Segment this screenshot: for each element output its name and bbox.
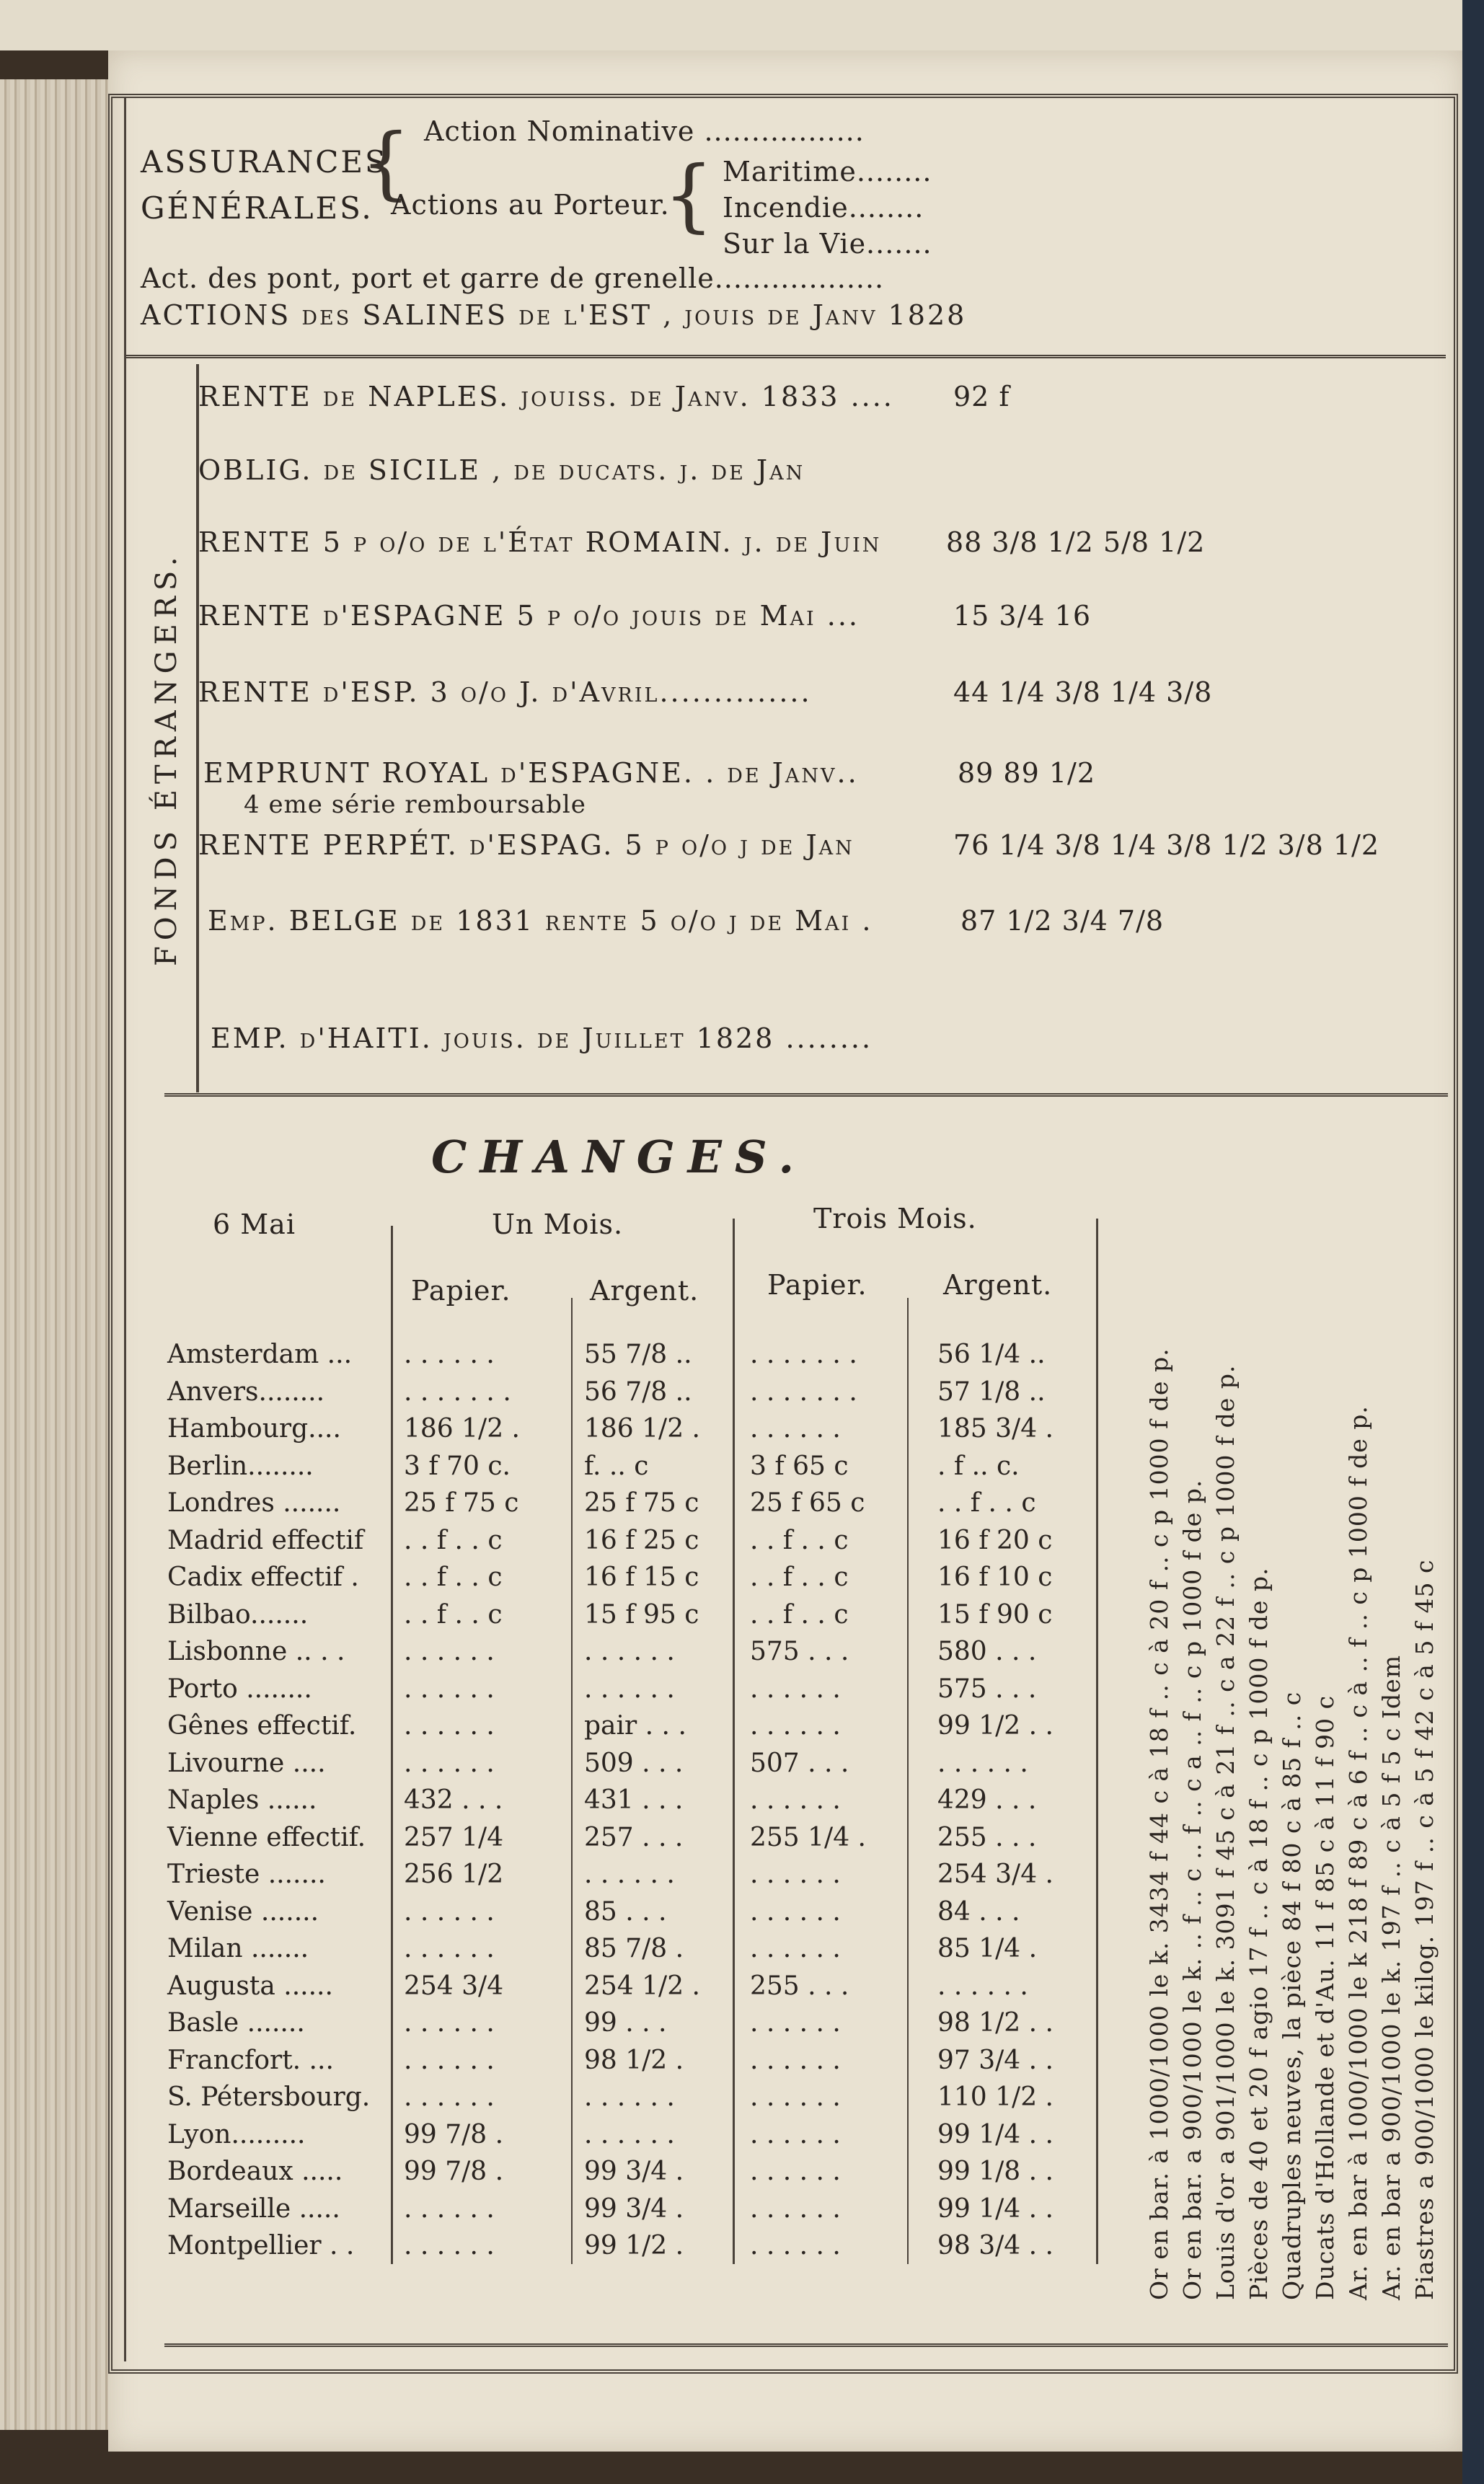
change-city: Francfort. ... bbox=[167, 2045, 334, 2075]
change-papier-un-mois: . . . . . . bbox=[404, 2082, 495, 2112]
change-papier-un-mois: 99 7/8 . bbox=[404, 2119, 504, 2149]
change-city: Berlin........ bbox=[167, 1451, 314, 1481]
change-argent-trois-mois: 110 1/2 . bbox=[937, 2082, 1054, 2112]
papier-heading-1: Papier. bbox=[411, 1275, 511, 1307]
change-papier-trois-mois: 507 . . . bbox=[750, 1748, 849, 1778]
fonds-row-value: 92 f bbox=[953, 381, 1010, 412]
fonds-row-label: RENTE d'ESPAGNE 5 p o/o jouis de Mai ... bbox=[198, 600, 860, 632]
col-rule bbox=[391, 1226, 393, 2264]
change-papier-trois-mois: . . . . . . bbox=[750, 1934, 841, 1963]
sur-la-vie: Sur la Vie....... bbox=[723, 228, 932, 260]
change-papier-trois-mois: . . f . . c bbox=[750, 1525, 849, 1555]
change-city: Naples ...... bbox=[167, 1785, 317, 1815]
fonds-row-label: RENTE 5 p o/o de l'État ROMAIN. j. de Juin bbox=[198, 526, 882, 558]
metal-quote: Piastres a 900/1000 le kilog. 197 f .. c à 5 f 42 c à 5 f 45 c bbox=[1410, 1559, 1439, 2300]
fonds-row-label: RENTE PERPÉT. d'ESPAG. 5 p o/o j de Jan bbox=[198, 829, 854, 861]
change-papier-trois-mois: . . f . . c bbox=[750, 1599, 849, 1630]
change-argent-un-mois: 56 7/8 .. bbox=[584, 1376, 692, 1407]
change-papier-trois-mois: . . . . . . bbox=[750, 1785, 841, 1815]
change-papier-trois-mois: 3 f 65 c bbox=[750, 1451, 849, 1481]
change-papier-un-mois: . . f . . c bbox=[404, 1525, 503, 1555]
change-papier-un-mois: . . . . . . bbox=[404, 1340, 495, 1369]
change-papier-un-mois: 256 1/2 bbox=[404, 1860, 504, 1889]
fonds-row-label: Emp. BELGE de 1831 rente 5 o/o j de Mai . bbox=[208, 905, 873, 937]
change-city: Lyon......... bbox=[167, 2119, 306, 2149]
col-rule bbox=[1096, 1219, 1098, 2264]
fonds-row-label: RENTE d'ESP. 3 o/o J. d'Avril.............. bbox=[198, 676, 812, 708]
change-city: Madrid effectif bbox=[167, 1525, 364, 1555]
change-papier-un-mois: . . . . . . bbox=[404, 1637, 495, 1666]
fonds-row-note: 4 eme série remboursable bbox=[244, 790, 586, 819]
divider-1 bbox=[126, 355, 1446, 358]
change-argent-un-mois: f. .. c bbox=[584, 1451, 649, 1481]
changes-title: CHANGES. bbox=[431, 1131, 808, 1183]
change-papier-trois-mois: . . . . . . bbox=[750, 1896, 841, 1927]
fonds-row-label: EMPRUNT ROYAL d'ESPAGNE. . de Janv.. bbox=[203, 757, 859, 789]
change-papier-un-mois: . . . . . . bbox=[404, 2231, 495, 2260]
change-papier-un-mois: . . f . . c bbox=[404, 1599, 503, 1630]
change-papier-trois-mois: . . . . . . bbox=[750, 2193, 841, 2224]
change-papier-trois-mois: . . . . . . bbox=[750, 1860, 841, 1889]
change-papier-trois-mois: . . . . . . bbox=[750, 2157, 841, 2186]
change-papier-trois-mois: . . . . . . bbox=[750, 2045, 841, 2075]
un-mois-heading: Un Mois. bbox=[492, 1208, 624, 1240]
change-city: Anvers........ bbox=[167, 1376, 325, 1407]
change-argent-trois-mois: . . f . . c bbox=[937, 1488, 1036, 1518]
change-papier-un-mois: . . f . . c bbox=[404, 1563, 503, 1592]
col-rule bbox=[733, 1219, 735, 2264]
metal-quote: Or en bar. a 900/1000 le k. .. f .. c .. f .. c a .. f .. c p 1000 f de p. bbox=[1178, 1479, 1206, 2300]
change-papier-un-mois: 3 f 70 c. bbox=[404, 1451, 511, 1481]
fonds-row-value: 88 3/8 1/2 5/8 1/2 bbox=[946, 526, 1206, 558]
change-papier-trois-mois: . . . . . . bbox=[750, 2082, 841, 2112]
change-argent-trois-mois: 575 . . . bbox=[937, 1674, 1037, 1704]
change-argent-trois-mois: 97 3/4 . . bbox=[937, 2045, 1054, 2075]
fonds-row-label: OBLIG. de SICILE , de ducats. j. de Jan bbox=[198, 454, 805, 486]
change-papier-trois-mois: . . f . . c bbox=[750, 1563, 849, 1592]
change-argent-trois-mois: 57 1/8 .. bbox=[937, 1376, 1046, 1407]
change-papier-un-mois: 25 f 75 c bbox=[404, 1488, 519, 1518]
change-argent-un-mois: 99 3/4 . bbox=[584, 2157, 684, 2186]
change-argent-trois-mois: 98 1/2 . . bbox=[937, 2008, 1054, 2038]
change-papier-trois-mois: 255 . . . bbox=[750, 1971, 849, 2001]
metal-quote: Ducats d'Hollande et d'Au. 11 f 85 c à 11 f 90 c bbox=[1311, 1694, 1339, 2300]
fonds-row-value: 44 1/4 3/8 1/4 3/8 bbox=[953, 676, 1213, 708]
change-argent-trois-mois: . f .. c. bbox=[937, 1451, 1020, 1481]
change-argent-trois-mois: 16 f 10 c bbox=[937, 1563, 1053, 1592]
change-argent-trois-mois: 15 f 90 c bbox=[937, 1599, 1053, 1630]
change-city: Lisbonne .. . . bbox=[167, 1637, 345, 1666]
change-city: Marseille ..... bbox=[167, 2193, 340, 2224]
fonds-row-value: 76 1/4 3/8 1/4 3/8 1/2 3/8 1/2 bbox=[953, 829, 1380, 861]
change-city: Londres ....... bbox=[167, 1488, 341, 1518]
change-papier-un-mois: . . . . . . bbox=[404, 2008, 495, 2038]
change-argent-trois-mois: 255 . . . bbox=[937, 1822, 1037, 1852]
salines-actions: ACTIONS des SALINES de l'EST , jouis de Janv 1828 bbox=[141, 299, 967, 331]
change-argent-trois-mois: 98 3/4 . . bbox=[937, 2231, 1054, 2260]
change-city: Gênes effectif. bbox=[167, 1711, 357, 1741]
change-argent-un-mois: 16 f 25 c bbox=[584, 1525, 699, 1555]
brace-1: { bbox=[361, 116, 411, 208]
change-papier-un-mois: . . . . . . bbox=[404, 1896, 495, 1927]
change-city: Vienne effectif. bbox=[167, 1822, 366, 1852]
divider-2 bbox=[164, 1093, 1448, 1097]
change-city: Basle ....... bbox=[167, 2008, 305, 2038]
change-argent-un-mois: . . . . . . bbox=[584, 2119, 675, 2149]
metal-quote: Ar. en bar à 1000/1000 le k 218 f 89 c à 6 f .. c à .. f .. c p 1000 f de p. bbox=[1344, 1405, 1372, 2300]
change-argent-trois-mois: 580 . . . bbox=[937, 1637, 1037, 1666]
change-argent-trois-mois: 99 1/4 . . bbox=[937, 2119, 1054, 2149]
change-argent-trois-mois: 56 1/4 .. bbox=[937, 1340, 1046, 1369]
assurances-label-1: ASSURANCES bbox=[141, 144, 388, 180]
papier-heading-3: Papier. bbox=[767, 1269, 867, 1301]
change-papier-un-mois: 432 . . . bbox=[404, 1785, 503, 1815]
change-argent-trois-mois: 185 3/4 . bbox=[937, 1414, 1054, 1444]
change-papier-un-mois: 99 7/8 . bbox=[404, 2157, 504, 2186]
change-papier-trois-mois: . . . . . . bbox=[750, 1674, 841, 1704]
metal-quote: Or en bar. à 1000/1000 le k. 3434 f 44 c à 18 f .. c à 20 f .. c p 1000 f de p. bbox=[1145, 1348, 1173, 2300]
page-inner-border bbox=[124, 97, 126, 2361]
change-city: Trieste ....... bbox=[167, 1860, 326, 1889]
maritime: Maritime........ bbox=[723, 156, 932, 187]
metal-quote: Louis d'or a 901/1000 le k. 3091 f 45 c à 21 f .. c a 22 f .. c p 1000 f de p. bbox=[1211, 1364, 1240, 2300]
change-city: Amsterdam ... bbox=[167, 1340, 353, 1369]
change-papier-un-mois: . . . . . . . bbox=[404, 1376, 511, 1407]
col-rule bbox=[571, 1298, 573, 2264]
change-papier-un-mois: 257 1/4 bbox=[404, 1822, 504, 1852]
change-argent-un-mois: . . . . . . bbox=[584, 1860, 675, 1889]
metal-quote: Pièces de 40 et 20 f agio 17 f .. c à 18 f .. c p 1000 f de p. bbox=[1245, 1567, 1273, 2300]
change-argent-trois-mois: 85 1/4 . bbox=[937, 1934, 1038, 1963]
argent-heading-3: Argent. bbox=[943, 1269, 1053, 1301]
actions-porteur: Actions au Porteur. bbox=[391, 189, 670, 221]
change-argent-un-mois: 254 1/2 . bbox=[584, 1971, 700, 2001]
change-argent-un-mois: 85 7/8 . bbox=[584, 1934, 684, 1963]
change-argent-un-mois: 16 f 15 c bbox=[584, 1563, 699, 1592]
change-papier-trois-mois: . . . . . . . bbox=[750, 1376, 857, 1407]
change-papier-trois-mois: . . . . . . bbox=[750, 2231, 841, 2260]
change-papier-trois-mois: . . . . . . . bbox=[750, 1340, 857, 1369]
change-argent-trois-mois: 254 3/4 . bbox=[937, 1860, 1054, 1889]
change-argent-un-mois: 431 . . . bbox=[584, 1785, 684, 1815]
change-argent-un-mois: 99 . . . bbox=[584, 2008, 667, 2038]
metal-quote: Ar. en bar a 900/1000 le k. 197 f .. c à 5 f 5 c Idem bbox=[1377, 1655, 1405, 2300]
change-city: Cadix effectif . bbox=[167, 1563, 359, 1592]
change-argent-trois-mois: 429 . . . bbox=[937, 1785, 1037, 1815]
change-city: Bordeaux ..... bbox=[167, 2157, 343, 2186]
change-city: Milan ....... bbox=[167, 1934, 309, 1963]
change-argent-trois-mois: 99 1/2 . . bbox=[937, 1711, 1054, 1741]
fonds-row-label: EMP. d'HAITI. jouis. de Juillet 1828 ........ bbox=[211, 1022, 873, 1054]
change-argent-trois-mois: . . . . . . bbox=[937, 1748, 1028, 1778]
fonds-row-label: RENTE de NAPLES. jouiss. de Janv. 1833 .... bbox=[198, 381, 894, 412]
trois-mois-heading: Trois Mois. bbox=[813, 1203, 977, 1234]
change-argent-un-mois: . . . . . . bbox=[584, 1637, 675, 1666]
change-argent-un-mois: 25 f 75 c bbox=[584, 1488, 699, 1518]
change-papier-trois-mois: . . . . . . bbox=[750, 2008, 841, 2038]
ponts-actions: Act. des pont, port et garre de grenelle.................. bbox=[141, 262, 885, 294]
change-argent-un-mois: pair . . . bbox=[584, 1711, 686, 1741]
change-papier-trois-mois: 575 . . . bbox=[750, 1637, 849, 1666]
change-papier-un-mois: . . . . . . bbox=[404, 1711, 495, 1741]
change-city: S. Pétersbourg. bbox=[167, 2082, 371, 2112]
change-papier-trois-mois: 25 f 65 c bbox=[750, 1488, 865, 1518]
right-cover-edge bbox=[1462, 0, 1484, 2484]
change-argent-un-mois: . . . . . . bbox=[584, 2082, 675, 2112]
fonds-row-value: 87 1/2 3/4 7/8 bbox=[960, 905, 1165, 937]
change-city: Livourne .... bbox=[167, 1748, 326, 1778]
change-argent-un-mois: 98 1/2 . bbox=[584, 2045, 684, 2075]
change-argent-un-mois: 509 . . . bbox=[584, 1748, 684, 1778]
change-argent-un-mois: 15 f 95 c bbox=[584, 1599, 699, 1630]
change-city: Porto ........ bbox=[167, 1674, 312, 1704]
change-argent-un-mois: 99 3/4 . bbox=[584, 2193, 684, 2224]
change-city: Bilbao....... bbox=[167, 1599, 309, 1630]
change-papier-un-mois: 254 3/4 bbox=[404, 1971, 504, 2001]
change-papier-trois-mois: . . . . . . bbox=[750, 1711, 841, 1741]
change-papier-un-mois: 186 1/2 . bbox=[404, 1414, 520, 1444]
brace-2: { bbox=[663, 149, 714, 241]
change-city: Venise ....... bbox=[167, 1896, 319, 1927]
assurances-label-2: GÉNÉRALES. bbox=[141, 190, 374, 226]
top-background bbox=[0, 0, 1484, 50]
divider-bottom bbox=[164, 2343, 1448, 2347]
change-papier-un-mois: . . . . . . bbox=[404, 1748, 495, 1778]
change-papier-trois-mois: . . . . . . bbox=[750, 1414, 841, 1444]
change-papier-un-mois: . . . . . . bbox=[404, 1674, 495, 1704]
change-argent-trois-mois: 99 1/4 . . bbox=[937, 2193, 1054, 2224]
change-argent-trois-mois: 84 . . . bbox=[937, 1896, 1020, 1927]
argent-heading-1: Argent. bbox=[590, 1275, 699, 1307]
action-nominative: Action Nominative ................. bbox=[424, 115, 865, 147]
change-argent-trois-mois: 99 1/8 . . bbox=[937, 2157, 1054, 2186]
change-papier-un-mois: . . . . . . bbox=[404, 2045, 495, 2075]
change-argent-un-mois: 186 1/2 . bbox=[584, 1414, 700, 1444]
fonds-row-value: 15 3/4 16 bbox=[953, 600, 1092, 632]
fonds-row-value: 89 89 1/2 bbox=[958, 757, 1096, 789]
incendie: Incendie........ bbox=[723, 192, 924, 224]
change-argent-trois-mois: 16 f 20 c bbox=[937, 1525, 1053, 1555]
metal-quote: Quadruples neuves, la pièce 84 f 80 c à 85 f .. c bbox=[1278, 1691, 1306, 2300]
change-argent-un-mois: . . . . . . bbox=[584, 1674, 675, 1704]
change-papier-un-mois: . . . . . . bbox=[404, 2193, 495, 2224]
change-papier-trois-mois: 255 1/4 . bbox=[750, 1822, 866, 1852]
change-city: Augusta ...... bbox=[167, 1971, 333, 2001]
change-city: Hambourg.... bbox=[167, 1414, 341, 1444]
change-argent-un-mois: 85 . . . bbox=[584, 1896, 667, 1927]
change-argent-un-mois: 257 . . . bbox=[584, 1822, 684, 1852]
change-argent-un-mois: 55 7/8 .. bbox=[584, 1340, 692, 1369]
changes-date: 6 Mai bbox=[213, 1208, 296, 1240]
change-papier-trois-mois: . . . . . . bbox=[750, 2119, 841, 2149]
change-city: Montpellier . . bbox=[167, 2231, 355, 2260]
change-argent-un-mois: 99 1/2 . bbox=[584, 2231, 684, 2260]
fonds-etrangers-label: FONDS ÉTRANGERS. bbox=[150, 551, 183, 966]
change-argent-trois-mois: . . . . . . bbox=[937, 1971, 1028, 2001]
change-papier-un-mois: . . . . . . bbox=[404, 1934, 495, 1963]
col-rule bbox=[907, 1298, 909, 2264]
